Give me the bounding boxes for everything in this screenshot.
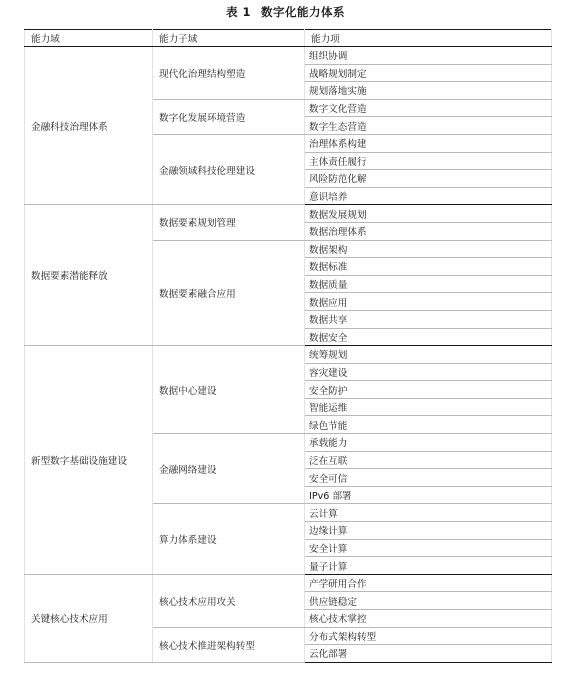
capability-item-cell: 边缘计算: [305, 522, 552, 540]
capability-item-cell: 数据架构: [305, 240, 552, 258]
capability-item-cell: 数据标准: [305, 258, 552, 276]
table-row: [25, 346, 552, 364]
subdomain-cell: 核心技术推进架构转型: [153, 627, 305, 662]
capability-item-cell: 安全防护: [305, 381, 552, 399]
subdomain-cell: 金融领域科技伦理建设: [153, 134, 305, 204]
subdomain-cell: 金融网络建设: [153, 434, 305, 504]
capability-item-cell: 绿色节能: [305, 416, 552, 434]
capability-item-cell: 数据共享: [305, 310, 552, 328]
capability-item-cell: 数据应用: [305, 293, 552, 311]
capability-item-cell: 安全可信: [305, 469, 552, 487]
subdomain-cell: 核心技术应用攻关: [153, 574, 305, 627]
table-body: [25, 47, 552, 663]
capability-item-cell: 云化部署: [305, 645, 552, 663]
subdomain-cell: 现代化治理结构塑造: [153, 47, 305, 100]
domain-cell: 金融科技治理体系: [25, 47, 153, 205]
capability-item-cell: 产学研用合作: [305, 574, 552, 592]
subdomain-cell: 数字化发展环境营造: [153, 99, 305, 134]
capability-item-cell: 泛在互联: [305, 451, 552, 469]
table-caption: [0, 4, 571, 20]
domain-cell: 数据要素潜能释放: [25, 205, 153, 346]
subdomain-cell: 数据要素融合应用: [153, 240, 305, 346]
capability-table: [24, 29, 552, 663]
table-number: 表 1: [225, 5, 251, 19]
capability-item-cell: 统筹规划: [305, 346, 552, 364]
capability-item-cell: 分布式架构转型: [305, 627, 552, 645]
table-row: [25, 47, 552, 65]
capability-item-cell: 数字文化营造: [305, 99, 552, 117]
table-row: [25, 205, 552, 223]
capability-item-cell: 风险防范化解: [305, 170, 552, 188]
subdomain-cell: 算力体系建设: [153, 504, 305, 574]
capability-item-cell: 量子计算: [305, 557, 552, 575]
capability-item-cell: 数据治理体系: [305, 222, 552, 240]
table-title: 数字化能力体系: [261, 5, 345, 19]
capability-item-cell: 核心技术掌控: [305, 610, 552, 628]
column-header-domain: 能力域: [25, 30, 153, 47]
table-row: [25, 574, 552, 592]
capability-item-cell: 智能运维: [305, 398, 552, 416]
capability-item-cell: IPv6 部署: [305, 486, 552, 504]
capability-item-cell: 承载能力: [305, 434, 552, 452]
capability-item-cell: 容灾建设: [305, 363, 552, 381]
domain-cell: 关键核心技术应用: [25, 574, 153, 662]
table-header-row: [25, 30, 552, 47]
capability-item-cell: 意识培养: [305, 187, 552, 205]
capability-item-cell: 供应链稳定: [305, 592, 552, 610]
subdomain-cell: 数据中心建设: [153, 346, 305, 434]
capability-item-cell: 组织协调: [305, 47, 552, 65]
column-header-item: 能力项: [305, 30, 552, 47]
capability-item-cell: 数字生态营造: [305, 117, 552, 135]
capability-item-cell: 主体责任履行: [305, 152, 552, 170]
capability-item-cell: 数据质量: [305, 275, 552, 293]
subdomain-cell: 数据要素规划管理: [153, 205, 305, 240]
capability-item-cell: 安全计算: [305, 539, 552, 557]
capability-item-cell: 云计算: [305, 504, 552, 522]
capability-item-cell: 数据安全: [305, 328, 552, 346]
column-header-subdomain: 能力子域: [153, 30, 305, 47]
capability-item-cell: 规划落地实施: [305, 82, 552, 100]
domain-cell: 新型数字基础设施建设: [25, 346, 153, 575]
capability-item-cell: 数据发展规划: [305, 205, 552, 223]
capability-item-cell: 治理体系构建: [305, 134, 552, 152]
capability-item-cell: 战略规划制定: [305, 64, 552, 82]
